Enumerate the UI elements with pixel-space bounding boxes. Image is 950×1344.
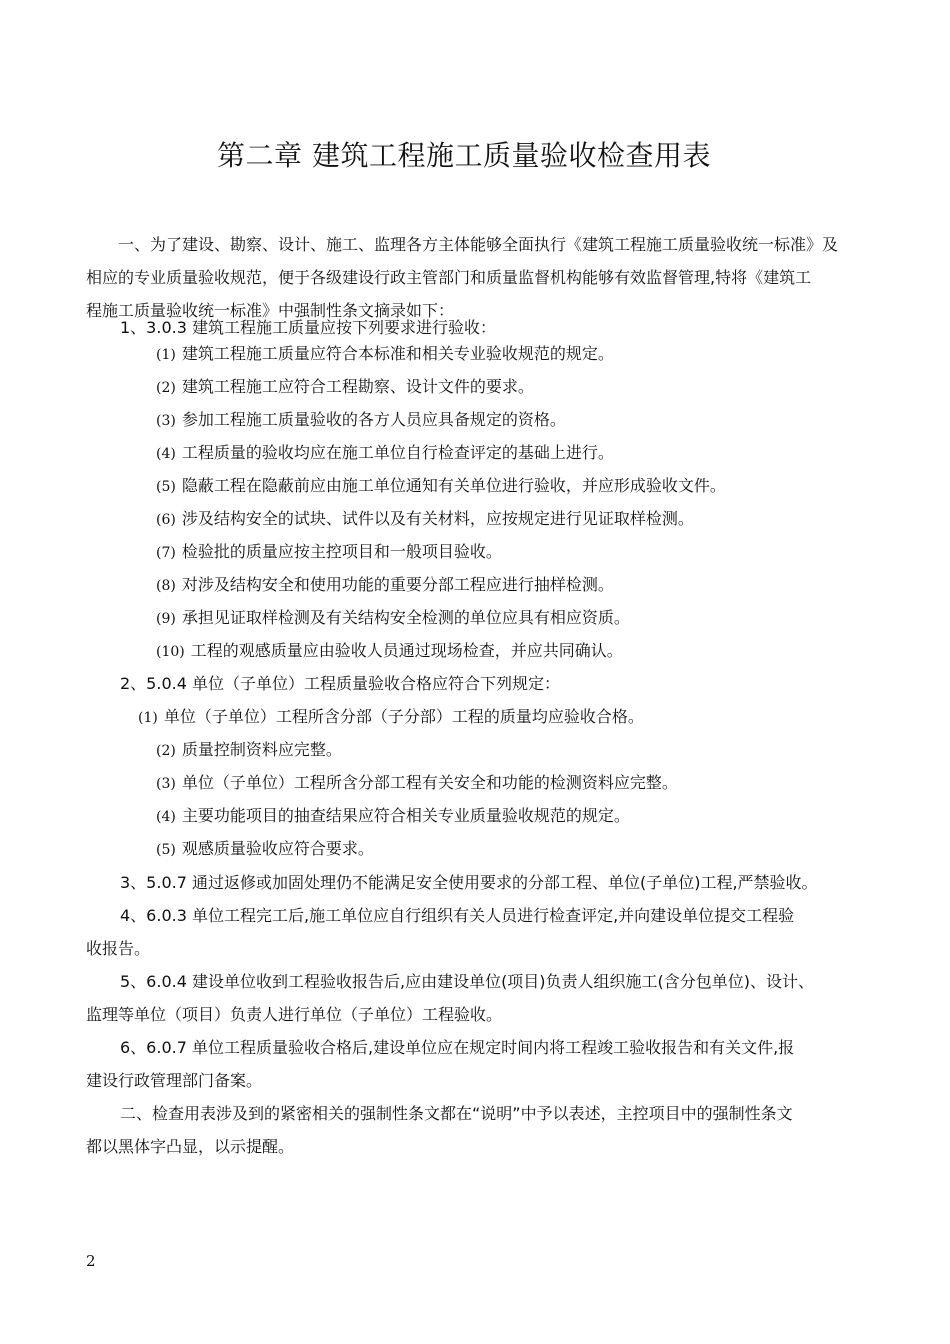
section2-item-3 bbox=[156, 766, 926, 801]
section1-item-8 bbox=[156, 568, 926, 603]
item-text: 工程质量的验收均应在施工单位自行检查评定的基础上进行。 bbox=[181, 443, 614, 462]
item-number: (3) bbox=[156, 776, 176, 792]
item-text: 单位（子单位）工程所含分部工程有关安全和功能的检测资料应完整。 bbox=[181, 773, 678, 792]
section2-item-5 bbox=[156, 832, 926, 867]
section4-line-1: 4、6.0.3 单位工程完工后,施工单位应自行组织有关人员进行检查评定,并向建设单位提交工程验 bbox=[120, 906, 795, 925]
item-text: 单位（子单位）工程所含分部（子分部）工程的质量均应验收合格。 bbox=[163, 707, 644, 726]
item-number: (9) bbox=[156, 611, 176, 627]
page-number: 2 bbox=[86, 1252, 96, 1270]
section6-line-1: 6、6.0.7 单位工程质量验收合格后,建设单位应在规定时间内将工程竣工验收报告和有关文件,报 bbox=[120, 1038, 795, 1057]
section5-line-2: 监理等单位（项目）负责人进行单位（子单位）工程验收。 bbox=[86, 1005, 503, 1024]
item-text: 对涉及结构安全和使用功能的重要分部工程应进行抽样检测。 bbox=[181, 575, 614, 594]
intro-line-3: 程施工质量验收统一标准》中强制性条文摘录如下： bbox=[86, 301, 455, 320]
section1-item-10 bbox=[156, 634, 926, 669]
item-number: (6) bbox=[156, 512, 176, 528]
intro-line-1: 一、为了建设、勘察、设计、施工、监理各方主体能够全面执行《建筑工程施工质量验收统一标准》及 bbox=[118, 235, 839, 254]
item-number: (5) bbox=[156, 479, 176, 495]
page-title: 第二章 建筑工程施工质量验收检查用表 bbox=[217, 139, 711, 172]
section2-heading: 2、5.0.4 单位（子单位）工程质量验收合格应符合下列规定： bbox=[120, 674, 560, 693]
item-text: 观感质量验收应符合要求。 bbox=[181, 839, 374, 858]
item-number: (1) bbox=[138, 710, 158, 726]
section1-item-3 bbox=[156, 403, 926, 438]
item-number: (2) bbox=[156, 380, 176, 396]
item-number: (1) bbox=[156, 347, 176, 363]
section1-item-7 bbox=[156, 535, 926, 570]
section6-line-2: 建设行政管理部门备案。 bbox=[86, 1071, 263, 1090]
item-text: 主要功能项目的抽查结果应符合相关专业质量验收规范的规定。 bbox=[181, 806, 630, 825]
item-number: (4) bbox=[156, 446, 176, 462]
section3-text: 3、5.0.7 通过返修或加固处理仍不能满足安全使用要求的分部工程、单位(子单位)工程,严禁验收。 bbox=[120, 873, 818, 892]
section1-item-5 bbox=[156, 469, 926, 504]
section1-item-1 bbox=[156, 337, 926, 372]
item-number: (8) bbox=[156, 578, 176, 594]
item-number: (4) bbox=[156, 809, 176, 825]
section1-item-4 bbox=[156, 436, 926, 471]
item-text: 涉及结构安全的试块、试件以及有关材料，应按规定进行见证取样检测。 bbox=[181, 509, 694, 528]
item-number: (5) bbox=[156, 842, 176, 858]
section5-line-1: 5、6.0.4 建设单位收到工程验收报告后,应由建设单位(项目)负责人组织施工(含分包单位)、设计、 bbox=[120, 972, 815, 991]
item-number: (3) bbox=[156, 413, 176, 429]
item-text: 隐蔽工程在隐蔽前应由施工单位通知有关单位进行验收，并应形成验收文件。 bbox=[181, 476, 726, 495]
item-text: 承担见证取样检测及有关结构安全检测的单位应具有相应资质。 bbox=[181, 608, 630, 627]
item-text: 工程的观感质量应由验收人员通过现场检查，并应共同确认。 bbox=[190, 641, 623, 660]
part2-line-1: 二、检查用表涉及到的紧密相关的强制性条文都在“说明”中予以表述，主控项目中的强制性条文 bbox=[120, 1104, 793, 1123]
section2-item-4 bbox=[156, 799, 926, 834]
item-text: 建筑工程施工质量应符合本标准和相关专业验收规范的规定。 bbox=[181, 344, 614, 363]
part2-line-2: 都以黑体字凸显，以示提醒。 bbox=[86, 1137, 295, 1156]
item-text: 质量控制资料应完整。 bbox=[181, 740, 342, 759]
section2-item-1 bbox=[138, 700, 908, 735]
item-text: 建筑工程施工应符合工程勘察、设计文件的要求。 bbox=[181, 377, 534, 396]
item-number: (10) bbox=[156, 644, 185, 660]
intro-line-2: 相应的专业质量验收规范，便于各级建设行政主管部门和质量监督机构能够有效监督管理,特将《建筑工 bbox=[86, 268, 812, 287]
section1-item-6 bbox=[156, 502, 926, 537]
section2-item-2 bbox=[156, 733, 926, 768]
item-number: (7) bbox=[156, 545, 176, 561]
section1-item-9 bbox=[156, 601, 926, 636]
section1-item-2 bbox=[156, 370, 926, 405]
item-text: 参加工程施工质量验收的各方人员应具备规定的资格。 bbox=[181, 410, 566, 429]
item-text: 检验批的质量应按主控项目和一般项目验收。 bbox=[181, 542, 502, 561]
item-number: (2) bbox=[156, 743, 176, 759]
section1-heading: 1、3.0.3 建筑工程施工质量应按下列要求进行验收： bbox=[120, 318, 496, 337]
section4-line-2: 收报告。 bbox=[86, 939, 151, 958]
